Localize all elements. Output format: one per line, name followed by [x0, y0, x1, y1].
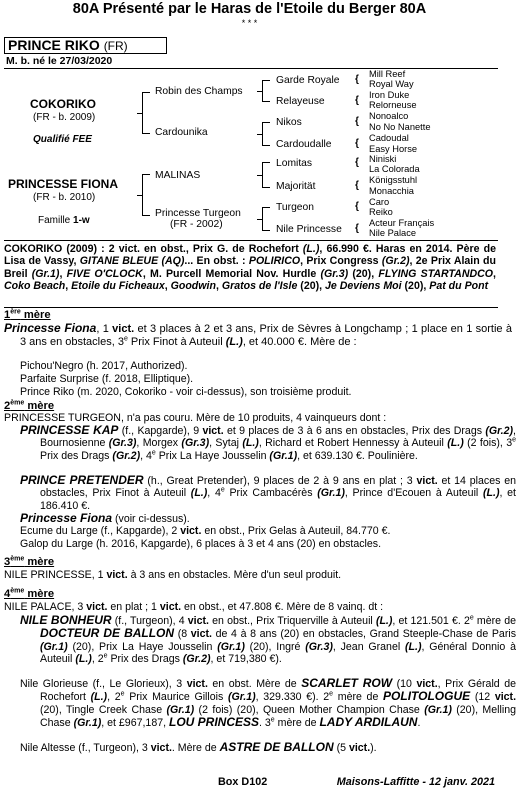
divider — [4, 240, 498, 241]
dam-family: Famille 1-w — [38, 215, 90, 226]
curly-bracket: { — [355, 223, 359, 234]
third-dam-text: NILE PRINCESSE, 1 vict. à 3 ans en obstacles. Mère d'un seul produit. — [4, 569, 342, 581]
bracket — [262, 162, 270, 188]
ped-g3: Turgeon — [276, 202, 314, 213]
curly-bracket: { — [355, 74, 359, 85]
fourth-dam-intro: NILE PALACE, 3 vict. en plat ; 1 vict. en obst., et 47.808 €. Mère de 8 vainq. dt : — [4, 601, 384, 613]
section-first-dam: 1ère mère — [4, 308, 51, 321]
section-fourth-dam: 4ème mère — [4, 587, 55, 600]
list-item: Nile Altesse (f., Turgeon), 3 vict.. Mère de ASTRE DE BALLON (5 vict.). — [20, 740, 377, 754]
curly-bracket: { — [355, 95, 359, 106]
curly-bracket: { — [355, 157, 359, 168]
list-item: Galop du Large (h. 2016, Kapgarde), 6 places à 3 et 4 ans (20) en obstacles. — [20, 538, 382, 550]
divider — [4, 68, 498, 69]
bracket — [262, 80, 270, 102]
box-number: Box D102 — [218, 776, 268, 788]
ped-g4: Relorneuse — [369, 100, 417, 110]
horse-name: PRINCE RIKO (FR) — [8, 37, 128, 53]
ped-g4: Iron Duke — [369, 90, 410, 100]
list-item: PRINCE PRETENDER (h., Great Pretender), 9 places de 2 à 9 ans en plat ; 3 vict. et 14 places en obstacles, Prix Finot à Auteuil (L.), 4e Prix Cambacérès (Gr.1), Prince d'Ecouen à Auteuil (L.), et 186.410 €. — [20, 473, 516, 512]
ped-g4: La Colorada — [369, 164, 420, 174]
ped-g4: Mill Reef — [369, 69, 406, 79]
ped-g3: Nikos — [276, 117, 302, 128]
ped-g2: Robin des Champs — [155, 86, 243, 97]
ped-g3: Relayeuse — [276, 96, 325, 107]
list-item: Prince Riko (m. 2020, Cokoriko - voir ci-dessus), son troisième produit. — [20, 386, 352, 398]
ped-g4: Cadoudal — [369, 133, 409, 143]
list-item: NILE BONHEUR (f., Turgeon), 4 vict. en obst., Prix Triquerville à Auteuil (L.), et 121.501 €. 2e mère de DOCTEUR DE BALLON (8 vict. de 4 à 8 ans (20) en obstacles, Grand Steeple-Chase de Paris (Gr.1) (20), Prix La Haye Jousselin (Gr.1) (20), Ingré (Gr.3), Jean Granel (L.), Général Donnio à Auteuil (L.), 2e Prix des Drags (Gr.2), et 719,380 €). — [20, 613, 516, 666]
curly-bracket: { — [355, 201, 359, 212]
divider — [4, 307, 498, 308]
ped-g2: Princesse Turgeon — [155, 208, 241, 219]
bracket — [142, 92, 150, 134]
curly-bracket: { — [355, 116, 359, 127]
ped-g2: MALINAS — [155, 170, 201, 181]
ped-g3: Lomitas — [276, 158, 313, 169]
ped-g4: Nile Palace — [369, 228, 417, 238]
ped-g4: No No Nanette — [369, 122, 431, 132]
curly-bracket: { — [355, 180, 359, 191]
ped-g4: Acteur Français — [369, 218, 435, 228]
list-item: Pichou'Negro (h. 2017, Authorized). — [20, 360, 188, 372]
bracket — [142, 174, 150, 216]
ped-g2: Cardounika — [155, 127, 208, 138]
section-second-dam: 2ème mère — [4, 399, 55, 412]
list-item: Ecume du Large (f., Kapgarde), 2 vict. en obst., Prix Gelas à Auteuil, 84.770 €. — [20, 525, 391, 537]
dam-name: PRINCESSE FIONA — [8, 177, 119, 191]
curly-bracket: { — [355, 138, 359, 149]
sire-name: COKORIKO — [30, 97, 96, 111]
section-third-dam: 3ème mère — [4, 555, 55, 568]
sale-location-date: Maisons-Laffitte - 12 janv. 2021 — [336, 776, 495, 788]
ped-g3: Nile Princesse — [276, 224, 342, 235]
birth-info: M. b. né le 27/03/2020 — [6, 55, 113, 67]
list-item: Parfaite Surprise (f. 2018, Elliptique). — [20, 373, 194, 385]
header-stars: * * * — [241, 18, 258, 28]
ped-g4: Reiko — [369, 207, 393, 217]
dam-info: (FR - b. 2010) — [33, 192, 96, 203]
ped-g4: Monacchia — [369, 186, 414, 196]
bracket — [262, 122, 270, 146]
list-item: Princesse Fiona (voir ci-dessus). — [20, 511, 190, 525]
ped-g3: Cardoudalle — [276, 139, 332, 150]
page-header: 80A Présenté par le Haras de l'Etoile du Berger 80A — [72, 1, 427, 17]
ped-g3: Garde Royale — [276, 75, 340, 86]
list-item: PRINCESSE KAP (f., Kapgarde), 9 vict. et 9 places de 3 à 6 ans en obstacles, Prix des Drags (Gr.2), Bournosienne (Gr.3), Morgex (Gr.3), Sytaj (L.), Richard et Robert Hennessy à Auteuil (L.) (2 fois), 3e Prix des Drags (Gr.2), 4e Prix La Haye Jousselin (Gr.1), et 639.130 €. Poulinière. — [20, 423, 516, 462]
ped-g2-info: (FR - 2002) — [170, 219, 223, 230]
sire-note: Qualifié FEE — [33, 134, 92, 145]
ped-g4: Königsstuhl — [369, 175, 418, 185]
ped-g4: Easy Horse — [369, 144, 418, 154]
first-dam-text: Princesse Fiona, 1 vict. et 3 places à 2 et 3 ans, Prix de Sèvres à Longchamp ; 1 place en 1 sortie à 3 ans en obstacles, 3e Prix Finot à Auteuil (L.), et 40.000 €. Mère de : — [4, 321, 512, 348]
ped-g3: Majorität — [276, 181, 316, 192]
ped-g4: Niniski — [369, 154, 397, 164]
sire-info: (FR - b. 2009) — [33, 112, 96, 123]
second-dam-intro: PRINCESSE TURGEON, n'a pas couru. Mère de 10 produits, 4 vainqueurs dont : — [4, 412, 387, 424]
bracket — [262, 207, 270, 231]
ped-g4: Royal Way — [369, 79, 414, 89]
ped-g4: Nonoalco — [369, 111, 409, 121]
ped-g4: Caro — [369, 197, 390, 207]
list-item: Nile Glorieuse (f., Le Glorieux), 3 vict. en obst. Mère de SCARLET ROW (10 vict., Prix Gérald de Rochefort (L.), 2e Prix Maurice Gillois (Gr.1), 329.330 €). 2e mère de POLITOLOGUE (12 vict. (20), Tingle Creek Chase (Gr.1) (2 fois) (20), Queen Mother Champion Chase (Gr.1) (20), Melling Chase (Gr.1), et £967,187, LOU PRINCESS. 3e mère de LADY ARDILAUN. — [20, 676, 516, 730]
sire-paragraph: COKORIKO (2009) : 2 vict. en obst., Prix G. de Rochefort (L.), 66.990 €. Haras en 2014. Père de Lisa de Vassy, GITANE BLEUE (AQ)... En obst. : POLIRICO, Prix Congress (Gr.2), 2e Prix Alain du Breil (Gr.1), FIVE O'CLOCK, M. Purcell Memorial Nov. Hurdle (Gr.3) (20), FLYING STARTANDCO, Coko Beach, Etoile du Ficheaux, Goodwin, Gratos de l'Isle (20), Je Deviens Moi (20), Pat du Pont — [4, 243, 496, 293]
